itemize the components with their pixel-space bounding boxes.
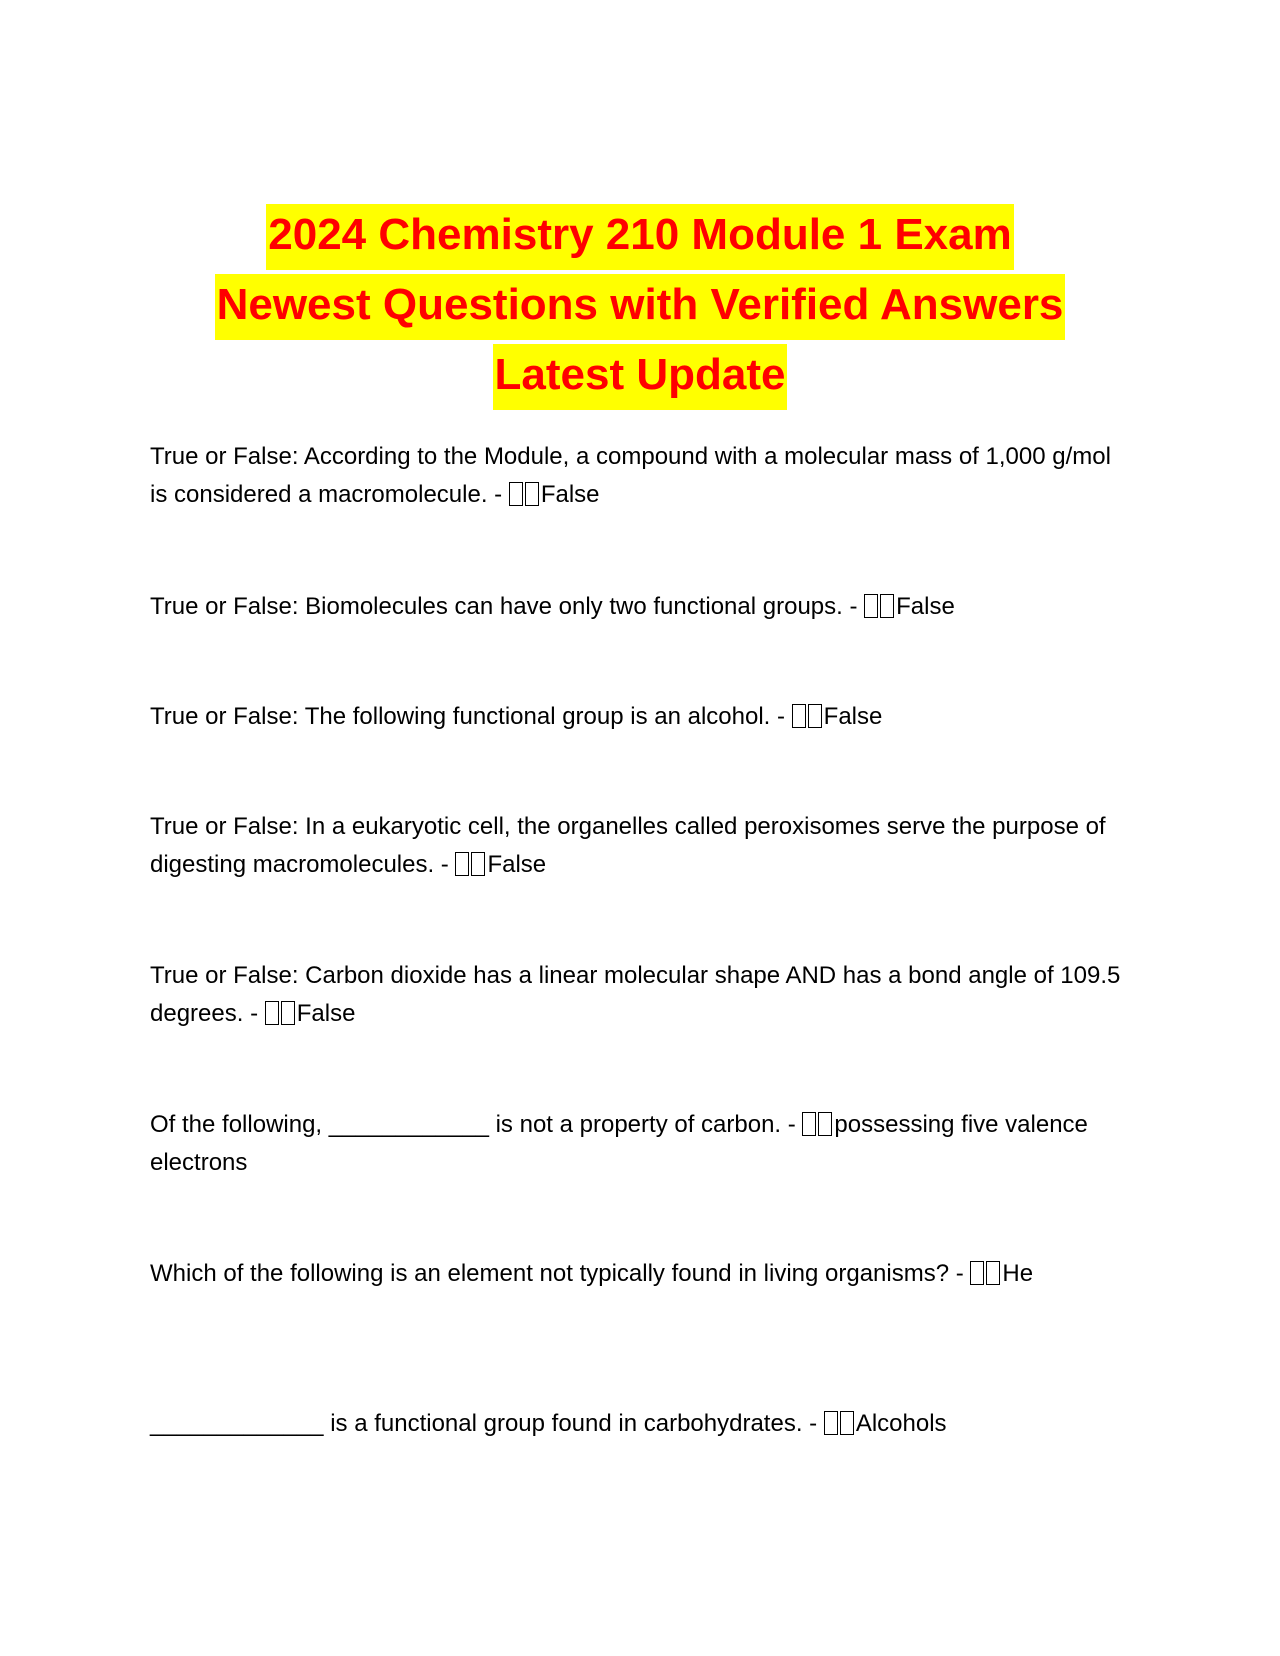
qa-item-4 <box>150 808 1130 884</box>
qa-item-6 <box>150 1106 1130 1182</box>
box-glyph-icon <box>281 1001 295 1025</box>
answer-text: False <box>823 703 883 730</box>
question-text: _____________ is a functional group found in carbohydrates. - <box>150 1410 824 1437</box>
box-glyph-icon <box>818 1112 832 1136</box>
box-glyph-icon <box>986 1261 1000 1285</box>
question-text: True or False: The following functional group is an alcohol. - <box>150 703 792 730</box>
box-glyph-icon <box>970 1261 984 1285</box>
box-glyph-icon <box>455 852 469 876</box>
box-glyph-icon <box>802 1112 816 1136</box>
question-text: True or False: In a eukaryotic cell, the organelles called peroxisomes serve the purpose of digesting macromolecules. - <box>150 813 1106 878</box>
box-glyph-icon <box>525 482 539 506</box>
answer-text: He <box>1002 1260 1034 1287</box>
box-glyph-icon <box>509 482 523 506</box>
box-glyph-icon <box>880 594 894 618</box>
box-glyph-icon <box>265 1001 279 1025</box>
box-glyph-icon <box>824 1411 838 1435</box>
box-glyph-icon <box>471 852 485 876</box>
question-text: True or False: Carbon dioxide has a linear molecular shape AND has a bond angle of 109.5 degrees. - <box>150 962 1121 1027</box>
qa-item-5 <box>150 957 1130 1033</box>
document-title <box>150 204 1130 414</box>
box-glyph-icon <box>808 704 822 728</box>
title-line-3: Latest Update <box>493 344 788 410</box>
box-glyph-icon <box>792 704 806 728</box>
answer-text: False <box>896 593 955 620</box>
box-glyph-icon <box>840 1411 854 1435</box>
answer-text: False <box>296 1000 356 1027</box>
question-text: Which of the following is an element not typically found in living organisms? - <box>150 1260 971 1287</box>
answer-text: False <box>487 851 547 878</box>
answer-text: possessing five valence electrons <box>150 1111 1088 1176</box>
qa-item-8 <box>150 1405 1130 1443</box>
qa-item-7 <box>150 1255 1130 1293</box>
question-text: True or False: Biomolecules can have only two functional groups. - <box>150 593 865 620</box>
question-text: True or False: According to the Module, a compound with a molecular mass of 1,000 g/mol is considered a macromolecule. - <box>150 443 1111 508</box>
box-glyph-icon <box>864 594 878 618</box>
qa-item-1 <box>150 438 1130 514</box>
question-text: Of the following, ____________ is not a property of carbon. - <box>150 1111 803 1138</box>
title-line-1: 2024 Chemistry 210 Module 1 Exam <box>266 204 1013 270</box>
answer-text: Alcohols <box>855 1410 947 1437</box>
qa-item-3 <box>150 698 1130 736</box>
qa-item-2 <box>150 588 1130 626</box>
title-line-2: Newest Questions with Verified Answers <box>215 274 1066 340</box>
answer-text: False <box>540 481 600 508</box>
